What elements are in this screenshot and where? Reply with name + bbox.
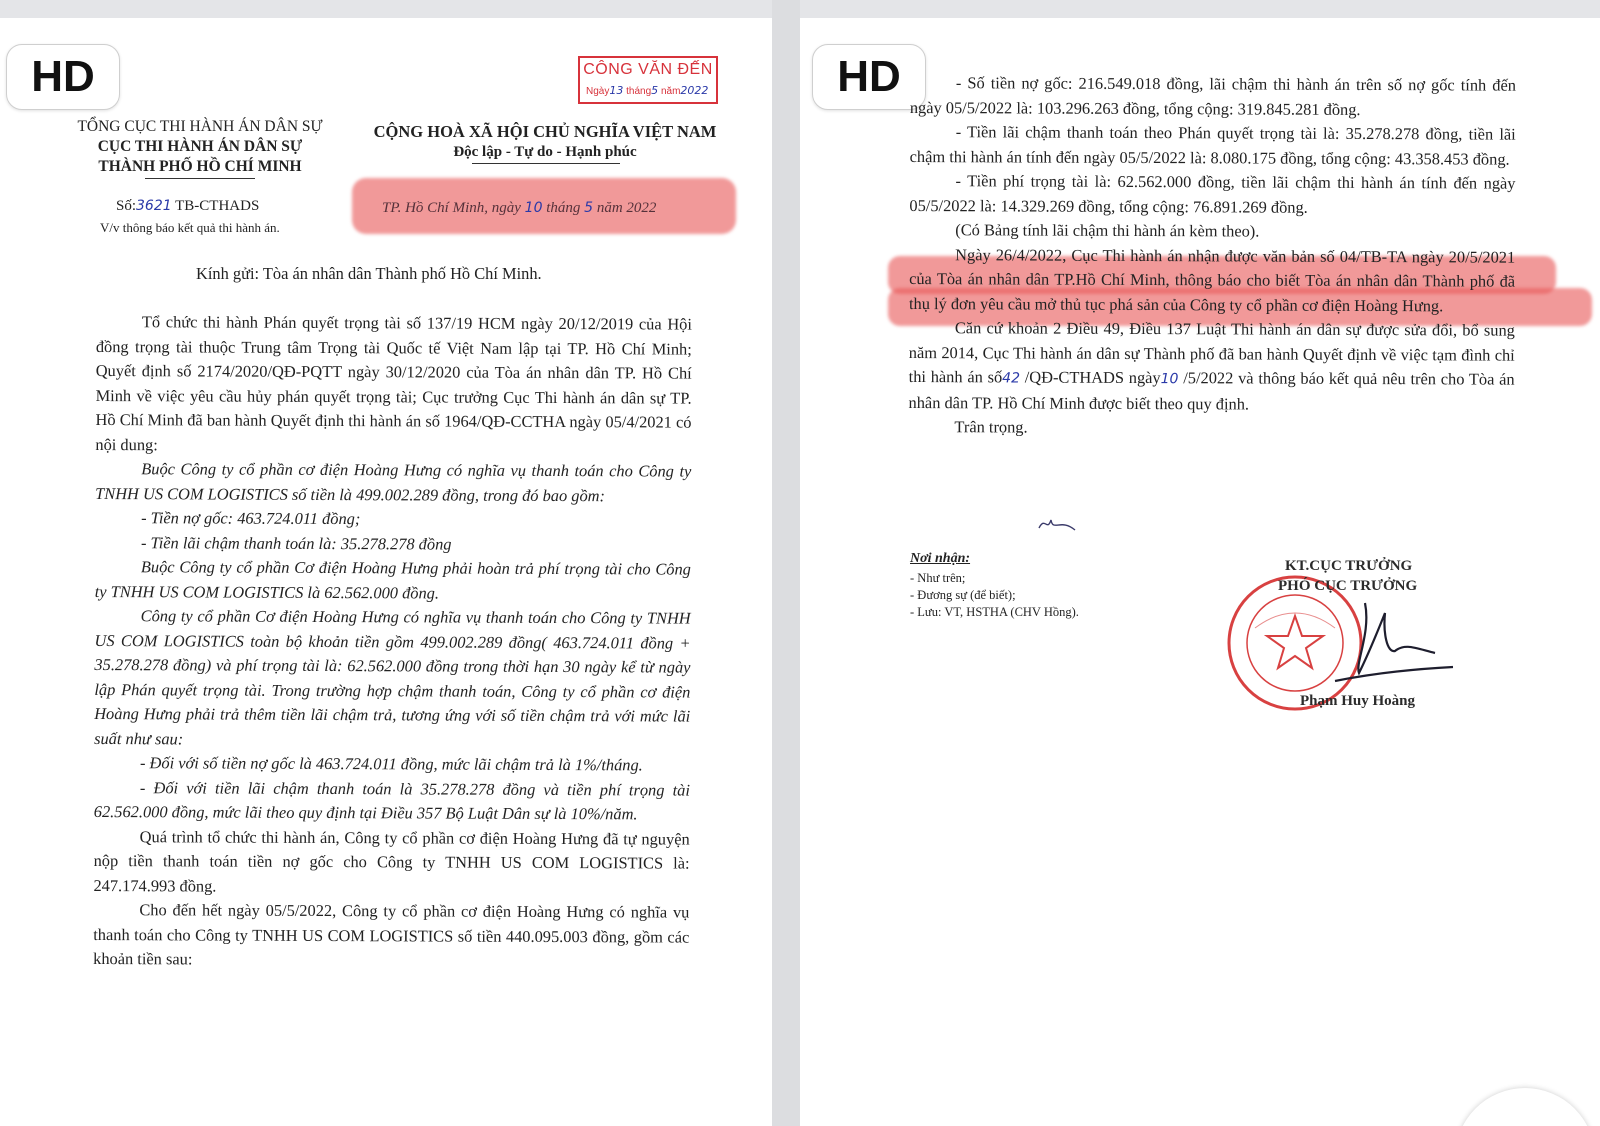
signer-name: Phạm Huy Hoàng xyxy=(1300,693,1416,709)
date-day: 10 xyxy=(524,200,543,216)
date-month: 5 xyxy=(584,200,594,216)
nation-title: CỘNG HOÀ XÃ HỘI CHỦ NGHĨA VIỆT NAM xyxy=(373,122,717,141)
right-paragraph-2: - Tiền lãi chậm thanh toán theo Phán quyết trọng tài là: 35.278.278 đồng, tiền lãi chậm thi hành án tính đến ngày 05/5/2022 là: 8.080.175 đồng, tổng cộng: 43.358.453 đồng. xyxy=(909,122,1516,169)
recipient-item: - Đương sự (để biết); xyxy=(910,588,1016,602)
agency-line-2: CỤC THI HÀNH ÁN DÂN SỰ xyxy=(97,138,303,155)
doc-number-suffix: TB-CTHADS xyxy=(175,198,260,214)
motto-underline xyxy=(472,163,620,164)
date-line xyxy=(382,200,656,217)
doc-number-value: 3621 xyxy=(136,198,172,214)
stamp-day: 13 xyxy=(609,84,624,97)
closing: Trân trọng. xyxy=(954,417,1028,437)
right-p6-text-a: Căn cứ khoản 2 Điều 49, Điều 137 Luật Thi hành án dân sự được sửa đổi, bổ sung năm 2014, Cục Thi hành án dân sự Thành phố đã ban hành Quyết định về việc tạm đình chỉ thi hành án số xyxy=(908,318,1515,387)
paragraph-3: Buộc Công ty cổ phần Cơ điện Hoàng Hưng phải hoàn trả phí trọng tài cho Công ty TNHH US COM LOGISTICS là 62.562.000 đồng. xyxy=(94,557,691,602)
paragraph-6: - Đối với tiền lãi chậm thanh toán là 35.278.278 đồng và tiền phí trọng tài 62.562.000 đồng, mức lãi theo quy định tại Điều 357 Bộ Luật Dân sự là 10%/năm. xyxy=(93,777,690,824)
agency-line-1: TỔNG CỤC THI HÀNH ÁN DÂN SỰ xyxy=(77,118,323,135)
stamp-month-word: tháng xyxy=(626,86,652,97)
paragraph-2: Buộc Công ty cổ phần cơ điện Hoàng Hưng có nghĩa vụ thanh toán cho Công ty TNHH US COM LOGISTICS số tiền là 499.002.289 đồng, trong đó bao gồm: xyxy=(95,459,692,505)
hd-badge-right: HD xyxy=(812,44,926,110)
director-signature xyxy=(1325,593,1455,688)
bullet-2: - Tiền lãi chậm thanh toán là: 35.278.278 đồng xyxy=(140,532,452,554)
paragraph-7: Quá trình tổ chức thi hành án, Công ty cổ phần cơ điện Hoàng Hưng đã tự nguyện nộp tiền thanh toán tiền nợ gốc cho Công ty TNHH US COM LOGISTICS là: 247.174.993 đồng. xyxy=(93,826,690,896)
decision-number: 42 xyxy=(1002,370,1021,387)
doc-number-prefix: Số: xyxy=(116,198,137,214)
right-p6-text-b: /QĐ-CTHADS ngày xyxy=(1024,367,1161,388)
document-page-left xyxy=(0,18,772,1126)
document-page-right xyxy=(800,18,1600,1126)
agency-line-3: THÀNH PHỐ HỒ CHÍ MINH xyxy=(98,158,302,175)
sign-title-1: KT.CỤC TRƯỞNG xyxy=(1285,558,1413,574)
right-paragraph-4: (Có Bảng tính lãi chậm thi hành án kèm theo). xyxy=(955,220,1260,241)
corner-overlay xyxy=(1455,1088,1595,1126)
bullet-1: - Tiền nợ gốc: 463.724.011 đồng; xyxy=(141,508,361,529)
initials-signature xyxy=(1035,510,1079,540)
stamp-title: CÔNG VĂN ĐẾN xyxy=(583,61,713,78)
paragraph-5: - Đối với số tiền nợ gốc là 463.724.011 đồng, mức lãi chậm trả là 1%/tháng. xyxy=(139,753,643,775)
paragraph-8: Cho đến hết ngày 05/5/2022, Công ty cổ phần cơ điện Hoàng Hưng có nghĩa vụ thanh toán cho Công ty TNHH US COM LOGISTICS số tiền 440.095.003 đồng, gồm các khoản tiền sau: xyxy=(93,900,690,969)
stamp-month: 5 xyxy=(651,84,659,97)
page-gutter xyxy=(772,0,800,1126)
received-stamp xyxy=(578,56,718,104)
addressee: Kính gửi: Tòa án nhân dân Thành phố Hồ Chí Minh. xyxy=(196,264,542,283)
body-left xyxy=(93,310,692,974)
right-paragraph-5: Ngày 26/4/2022, Cục Thi hành án nhận được văn bản số 04/TB-TA ngày 20/5/2021 của Tòa án nhân dân TP.Hồ Chí Minh, thông báo cho biết Tòa án nhân dân Thành phố đã thụ lý đơn yêu cầu mở thủ tục phá sản của Công ty cổ phần cơ điện Hoàng Hưng. xyxy=(908,244,1516,315)
stamp-year-word: năm xyxy=(660,86,681,97)
right-paragraph-6 xyxy=(908,316,1514,418)
recipient-item: - Lưu: VT, HSTHA (CHV Hồng). xyxy=(910,605,1079,619)
paragraph-4: Công ty cổ phần Cơ điện Hoàng Hưng có nghĩa vụ thanh toán cho Công ty TNHH US COM LOGISTICS toàn bộ khoản tiền gồm 499.002.289 đồng( 463.724.011 đồng + 35.278.278 đồng) và phí trọng tài là: 62.562.000 đồng trong thời hạn 30 ngày kể từ ngày lập Phán quyết trọng tài. Trong trường hợp chậm thanh toán, Công ty cổ phần cơ điện Hoàng Hưng phải trả thêm tiền lãi chậm trả, tương ứng với số tiền chậm trả với mức lãi suất như sau: xyxy=(94,606,691,748)
paragraph-1: Tổ chức thi hành Phán quyết trọng tài số 137/19 HCM ngày 20/12/2019 của Hội đồng trọng tài thuộc Trung tâm Trọng tài Quốc tế Việt Nam lập tại TP. Hồ Chí Minh; Quyết định số 2174/2020/QĐ-PQTT ngày 30/12/2020 của Tòa án nhân dân TP. Hồ Chí Minh về việc yêu cầu hủy phán quyết trọng tài; Cục trưởng Cục Thi hành án dân sự TP. Hồ Chí Minh đã ban hành Quyết định thi hành án số 1964/QĐ-CCTHA ngày 05/4/2021 có nội dung: xyxy=(95,312,692,454)
decision-day: 10 xyxy=(1160,371,1179,388)
nation-motto: Độc lập - Tự do - Hạnh phúc xyxy=(453,144,637,160)
date-suffix: năm 2022 xyxy=(596,200,657,216)
agency-underline xyxy=(145,178,255,179)
stamp-year: 2022 xyxy=(680,84,709,97)
stamp-day-prefix: Ngày xyxy=(586,86,610,97)
doc-number xyxy=(116,198,259,215)
sign-title-2: PHÓ CỤC TRƯỞNG xyxy=(1278,578,1418,594)
hd-badge: HD xyxy=(6,44,120,110)
date-mid: tháng xyxy=(546,200,581,216)
date-prefix: TP. Hồ Chí Minh, ngày xyxy=(382,200,521,216)
recipient-item: - Như trên; xyxy=(910,571,966,585)
recipients-title: Nơi nhận: xyxy=(910,551,971,566)
doc-subject: V/v thông báo kết quả thi hành án. xyxy=(100,220,280,235)
recipients-list xyxy=(910,570,1079,621)
right-paragraph-3: - Tiền phí trọng tài là: 62.562.000 đồng, tiền lãi chậm thi hành án tính đến ngày 05/5/2022 là: 14.329.269 đồng, tổng cộng: 76.891.269 đồng. xyxy=(909,171,1516,217)
right-p6-text-c: /5/2022 và thông báo kết quả nêu trên cho Tòa án nhân dân TP. Hồ Chí Minh được biết theo quy định. xyxy=(908,368,1515,413)
right-paragraph-1: - Số tiền nợ gốc: 216.549.018 đồng, lãi chậm thi hành án trên số nợ gốc tính đến ngày 05/5/2022 là: 103.296.263 đồng, tổng cộng: 319.845.281 đồng. xyxy=(909,73,1516,119)
body-right xyxy=(908,71,1516,442)
